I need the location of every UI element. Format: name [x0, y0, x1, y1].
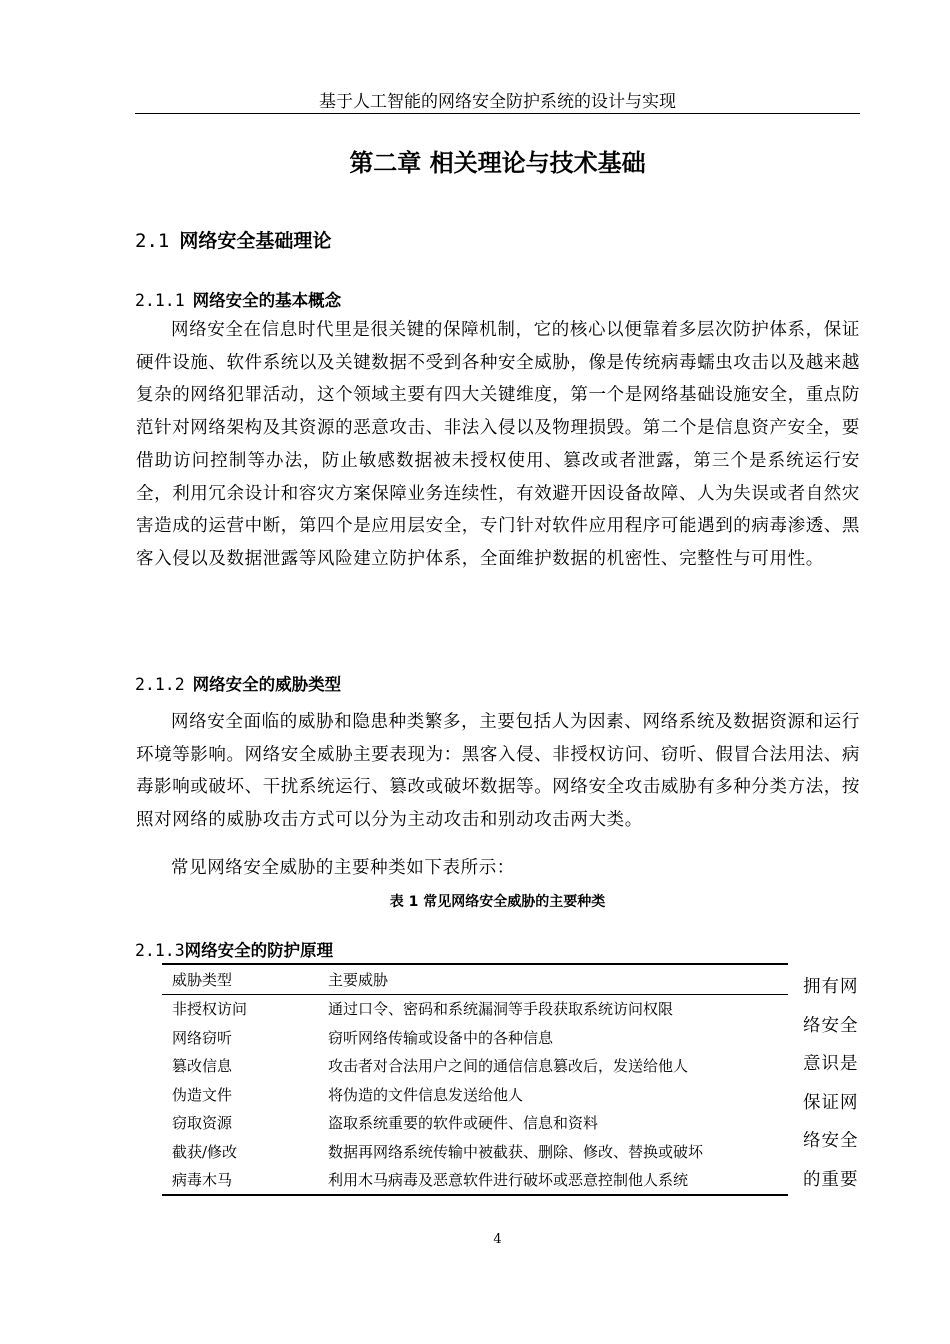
running-header: 基于人工智能的网络安全防护系统的设计与实现: [319, 92, 676, 112]
table-row: [162, 994, 788, 1023]
threat-detail-cell: 窃听网络传输或设备中的各种信息: [328, 1028, 554, 1047]
subsection-heading-2-1-3: [135, 940, 333, 962]
side-text-line: 络安全: [803, 1015, 859, 1036]
subsection-title: 网络安全的威胁类型: [192, 675, 342, 694]
side-text-line: 拥有网: [803, 977, 859, 997]
side-text-line: 意识是: [803, 1054, 859, 1074]
side-text-line: 络安全: [803, 1131, 859, 1151]
threat-detail-cell: 利用木马病毒及恶意软件进行破坏或恶意控制他人系统: [328, 1171, 689, 1190]
section-title: 网络安全基础理论: [179, 230, 332, 252]
subsection-number: 2.1.3: [135, 941, 185, 960]
threat-type-cell: 窃取资源: [172, 1114, 233, 1133]
subsection-title: 网络安全的防护原理: [184, 941, 334, 960]
threat-type-cell: 病毒木马: [172, 1171, 233, 1190]
header-rule: [135, 113, 860, 114]
threat-detail-cell: 将伪造的文件信息发送给他人: [328, 1085, 524, 1104]
threat-type-cell: 网络窃听: [172, 1028, 233, 1047]
paragraph-threat-types: 网络安全面临的威胁和隐患种类繁多，主要包括人为因素、网络系统及数据资源和运行环境等影响。网络安全威胁主要表现为：黑客入侵、非授权访问、窃听、假冒合法用法、病毒影响或破坏、干扰系统运行、篡改或破坏数据等。网络安全攻击威胁有多种分类方法，按照对网络的威胁攻击方式可以分为主动攻击和别动攻击两大类。: [136, 712, 860, 831]
table-row: [162, 1023, 788, 1052]
side-text-line: 的重要: [803, 1169, 859, 1190]
side-text-line: 保证网: [803, 1092, 859, 1113]
table-row: [162, 1109, 788, 1138]
table-row: [162, 1166, 788, 1196]
section-heading-2-1: [135, 228, 331, 254]
threat-detail-cell: 数据再网络系统传输中被截获、删除、修改、替换或破坏: [328, 1142, 704, 1161]
subsection-number: 2.1.1: [135, 291, 185, 310]
section-number: 2.1: [135, 230, 170, 252]
subsection-number: 2.1.2: [135, 675, 185, 694]
subsection-heading-2-1-1: [135, 290, 341, 312]
table-caption: 表 1 常见网络安全威胁的主要种类: [389, 894, 606, 910]
threat-type-cell: 截获/修改: [172, 1142, 238, 1161]
subsection-heading-2-1-2: [135, 674, 341, 696]
threat-type-cell: 篡改信息: [172, 1057, 233, 1076]
chapter-title: 第二章 相关理论与技术基础: [349, 149, 646, 177]
table-row: [162, 1137, 788, 1166]
page-number: 4: [493, 1232, 502, 1247]
subsection-title: 网络安全的基本概念: [192, 291, 342, 310]
threat-detail-cell: 攻击者对合法用户之间的通信信息篡改后，发送给他人: [328, 1057, 689, 1076]
threat-table: [162, 963, 788, 1196]
table-header-row: [162, 964, 788, 994]
paragraph-table-intro: 常见网络安全威胁的主要种类如下表所示：: [171, 858, 515, 878]
threat-type-cell: 伪造文件: [172, 1085, 233, 1104]
threat-detail-cell: 盗取系统重要的软件或硬件、信息和资料: [328, 1114, 599, 1133]
table-row: [162, 1052, 788, 1081]
table-row: [162, 1080, 788, 1109]
column-header: 威胁类型: [172, 970, 233, 989]
side-text-column: [803, 968, 863, 1199]
threat-detail-cell: 通过口令、密码和系统漏洞等手段获取系统访问权限: [328, 1000, 674, 1019]
threat-type-cell: 非授权访问: [172, 1000, 248, 1019]
column-header: 主要威胁: [328, 970, 389, 989]
paragraph-basic-concept: 网络安全在信息时代里是很关键的保障机制，它的核心以便靠着多层次防护体系，保证硬件设施、软件系统以及关键数据不受到各种安全威胁，像是传统病毒蠕虫攻击以及越来越复杂的网络犯罪活动，这个领域主要有四大关键维度，第一个是网络基础设施安全，重点防范针对网络架构及其资源的恶意攻击、非法入侵以及物理损毁。第二个是信息资产安全，要借助访问控制等办法，防止敏感数据被未授权使用、篡改或者泄露，第三个是系统运行安全，利用冗余设计和容灾方案保障业务连续性，有效避开因设备故障、人为失误或者自然灾害造成的运营中断，第四个是应用层安全，专门针对软件应用程序可能遇到的病毒渗透、黑客入侵以及数据泄露等风险建立防护体系，全面维护数据的机密性、完整性与可用性。: [136, 320, 860, 569]
